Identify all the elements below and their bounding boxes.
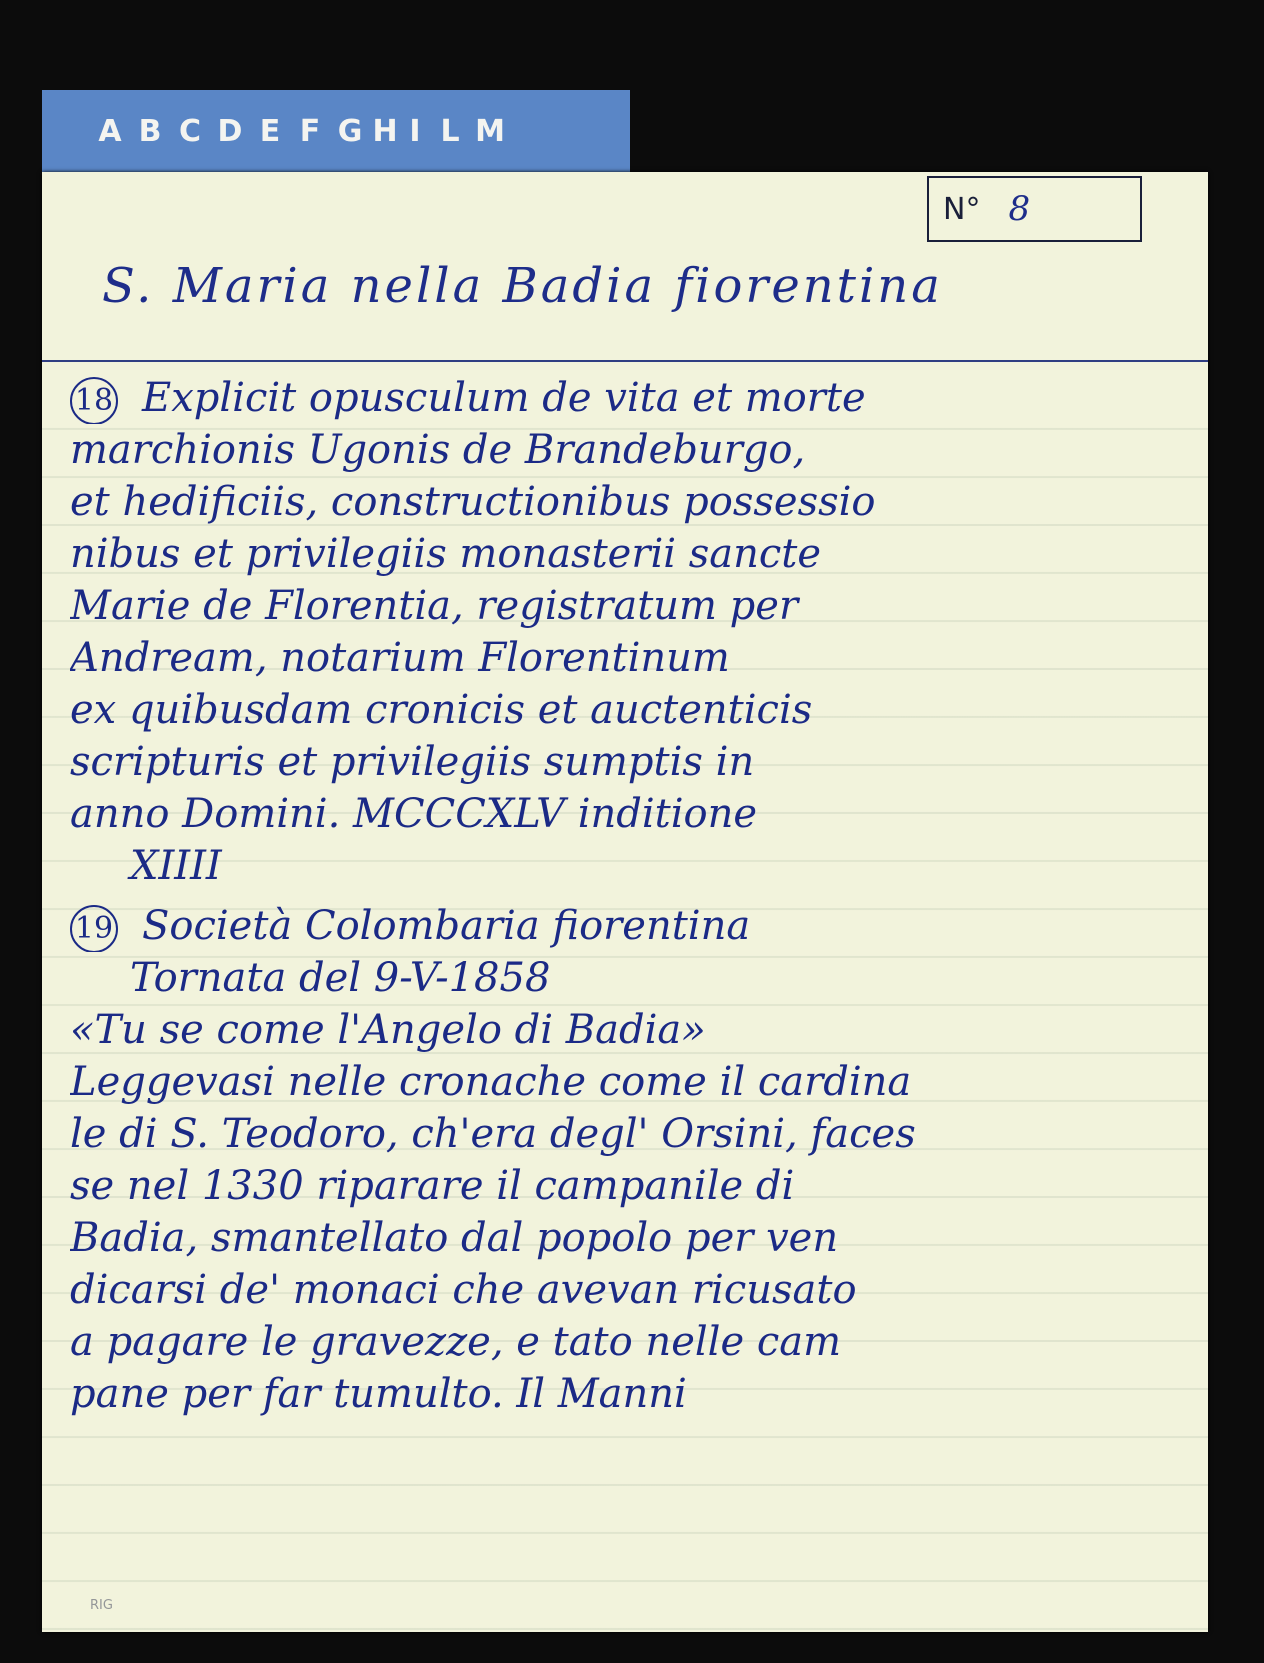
entry-line: marchionis Ugonis de Brandeburgo,	[70, 427, 806, 473]
card-header	[42, 172, 1208, 362]
entry-line: anno Domini. MCCCXLV inditione	[70, 791, 758, 837]
entry-line: Tornata del 9-V-1858	[130, 955, 551, 1001]
entry-text: Società Colombaria fiorentina	[142, 903, 751, 949]
entry-line	[70, 900, 1200, 952]
entry-line	[70, 372, 1200, 424]
entry-line: Badia, smantellato dal popolo per ven	[70, 1215, 839, 1261]
index-letter: I	[409, 113, 421, 149]
entry-line: dicarsi de' monaci che avevan ricusato	[70, 1267, 857, 1313]
card-title: S. Maria nella Badia fiorentina	[102, 258, 943, 314]
entry-line: nibus et privilegiis monasterii sancte	[70, 531, 822, 577]
entry-line: «Tu se come l'Angelo di Badia»	[70, 1007, 706, 1053]
index-letter: G	[337, 113, 363, 149]
index-letter: B	[138, 113, 162, 149]
entry-line: et hedificiis, constructionibus possessio	[70, 479, 876, 525]
index-letter: D	[217, 113, 243, 149]
alphabet-index-tab	[42, 90, 630, 172]
index-letter: C	[178, 113, 202, 149]
printer-stamp: RIG	[90, 1598, 113, 1613]
index-letter: L	[440, 113, 460, 149]
index-letter: H	[372, 113, 398, 149]
entry-line: scripturis et privilegiis sumptis in	[70, 739, 755, 785]
entry-line: a pagare le gravezze, e tato nelle cam	[70, 1319, 842, 1365]
entry-line: Leggevasi nelle cronache come il cardina	[70, 1059, 912, 1105]
index-letter: E	[259, 113, 281, 149]
index-letter: M	[475, 113, 505, 149]
index-letter: A	[98, 113, 122, 149]
index-letter: F	[299, 113, 321, 149]
entry-line: pane per far tumulto. Il Manni	[70, 1371, 687, 1417]
entry-line: Andream, notarium Florentinum	[70, 635, 730, 681]
entry-line: ex quibusdam cronicis et auctenticis	[70, 687, 813, 733]
card-number-label: N°	[943, 191, 981, 227]
card-number-value: 8	[1008, 189, 1031, 229]
entry-line: le di S. Teodoro, ch'era degl' Orsini, faces	[70, 1111, 916, 1157]
entry-line: XIIII	[130, 843, 222, 889]
card-number-box	[927, 176, 1142, 242]
entry-line: se nel 1330 riparare il campanile di	[70, 1163, 795, 1209]
entry-number-circle: 19	[70, 905, 118, 952]
entry-text: Explicit opusculum de vita et morte	[142, 375, 866, 421]
entry-line: Marie de Florentia, registratum per	[70, 583, 799, 629]
card-body	[70, 372, 1200, 1420]
index-card	[42, 172, 1208, 1632]
entry-number-circle: 18	[70, 377, 118, 424]
